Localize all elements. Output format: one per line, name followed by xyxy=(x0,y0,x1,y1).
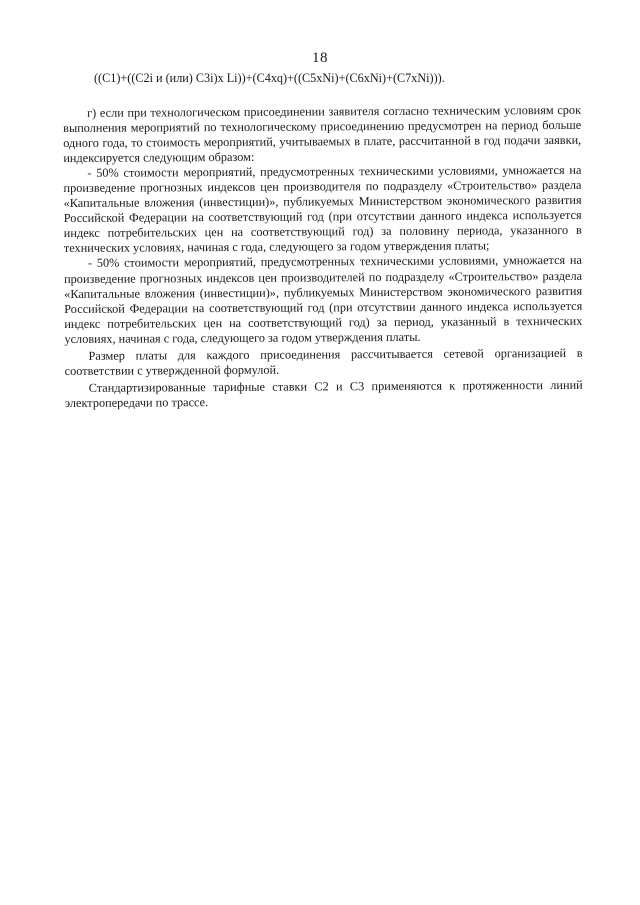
paragraph-indexation-clause: г) если при технологическом присоединении заявителя согласно техническим условиям срок выполнения мероприятий по технологическому присоединению предусмотрен на период больше одного года, то стоимость мероприятий, учитываемых в плате, рассчитанной в год подачи заявки, индексируется следующим образом: xyxy=(63,102,582,166)
paragraph-full-period-index: - 50% стоимости мероприятий, предусмотренных техническими условиями, умножается на произведение прогнозных индексов цен производителей по подразделу «Строительство» раздела «Капитальные вложения (инвестиции)», публикуемых Министерством экономического развития Российской Федерации на соответствующий год (при отсутствии данного индекса используется индекс потребительских цен на соответствующий год) за период, указанный в технических условиях, начиная с года, следующего за годом утверждения платы. xyxy=(64,253,583,346)
paragraph-fee-calculation: Размер платы для каждого присоединения рассчитывается сетевой организацией в соответствии с утвержденной формулой. xyxy=(64,345,583,378)
paragraph-half-period-index: - 50% стоимости мероприятий, предусмотренных техническими условиями, умножается на произведение прогнозных индексов цен производителя по подразделу «Строительство» раздела «Капитальные вложения (инвестиции)», публикуемых Министерством экономического развития Российской Федерации на соответствующий год (при отсутствии данного индекса используется индекс потребительских цен на соответствующий год) за половину периода, указанного в технических условиях, начиная с года, следующего за годом утверждения платы; xyxy=(63,163,582,256)
fee-formula: ((C1)+((C2i и (или) C3i)x Li))+(C4xq)+((C5xNi)+(C6xNi)+(C7xNi))). xyxy=(94,71,445,85)
page-number: 18 xyxy=(312,50,328,66)
document-body xyxy=(63,103,583,411)
paragraph-tariff-rates: Стандартизированные тарифные ставки С2 и С3 применяются к протяженности линий электропередачи по трассе. xyxy=(64,377,583,410)
